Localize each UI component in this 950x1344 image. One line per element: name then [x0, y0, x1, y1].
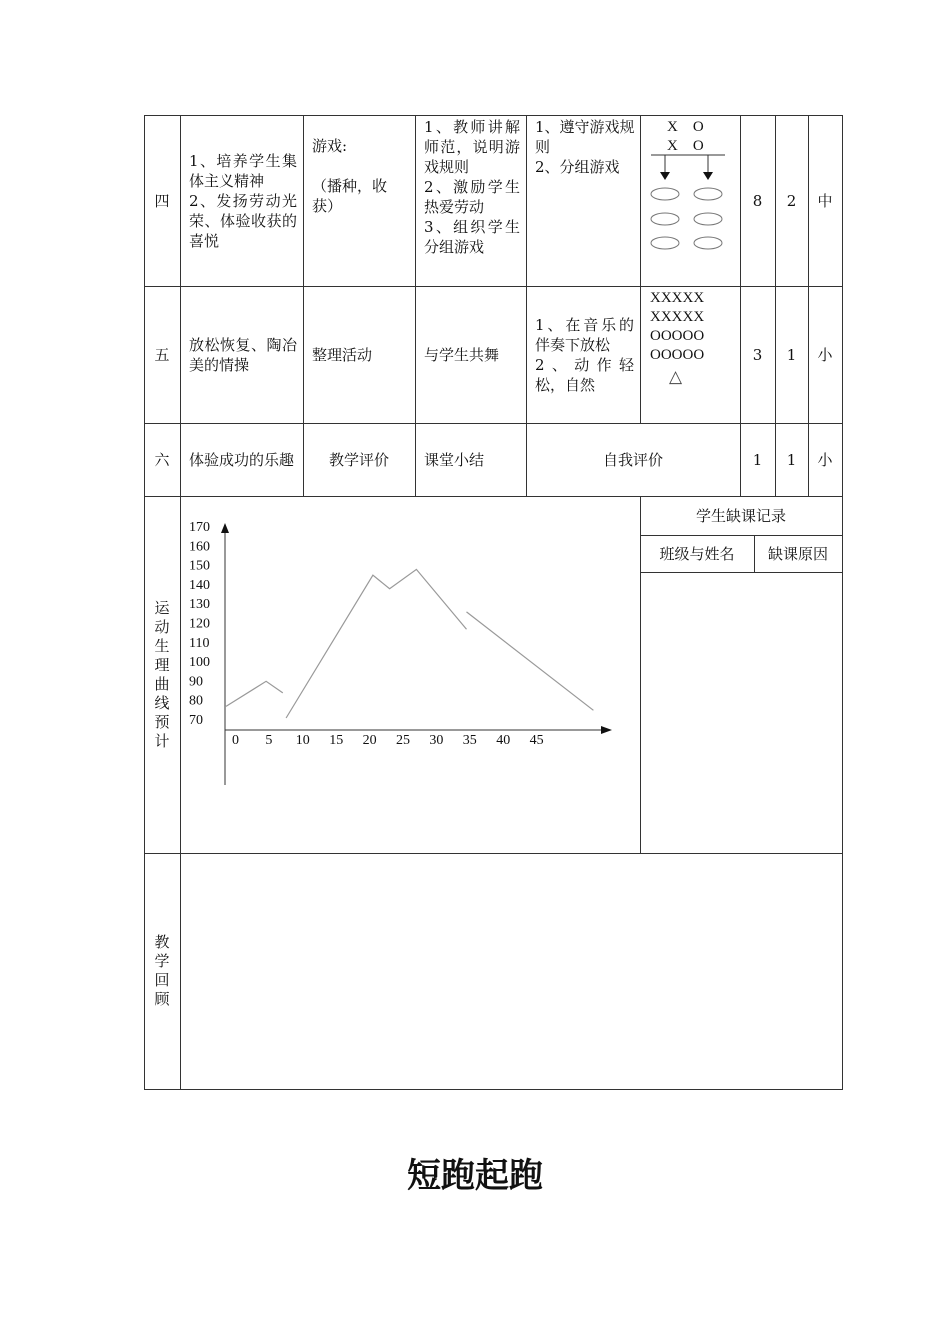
- row-intensity: 中: [817, 191, 833, 210]
- x-tick-label: 20: [362, 733, 377, 748]
- row-goal: 1、培养学生集体主义精神 2、发扬劳动光荣、体验收获的喜悦: [189, 151, 297, 250]
- x-tick-label: 30: [429, 733, 444, 748]
- x-tick-label: 35: [462, 733, 477, 748]
- x-tick-label: 5: [265, 733, 273, 748]
- x-tick-label: 15: [329, 733, 344, 748]
- arrow-down-icon: [703, 172, 713, 180]
- y-tick-label: 120: [189, 616, 210, 632]
- x-tick-label: 40: [496, 733, 511, 748]
- row-times: 1: [752, 450, 763, 469]
- absence-col-reason: 缺课原因: [767, 544, 828, 563]
- y-tick-label: 80: [189, 693, 203, 709]
- row-student-method: 1、遵守游戏规则 2、分组游戏: [535, 118, 635, 176]
- y-tick-label: 150: [189, 558, 210, 574]
- y-axis-arrow-icon: [221, 523, 229, 533]
- row-student-method: 1、在音乐的伴奏下放松 2、动作轻松，自然: [535, 315, 634, 394]
- row-duration: 1: [786, 450, 797, 469]
- y-tick-label: 160: [189, 539, 210, 555]
- row-duration: 1: [786, 345, 797, 364]
- row-teacher-method: 课堂小结: [424, 450, 485, 469]
- row-content: 教学评价: [328, 450, 389, 469]
- teacher-triangle-icon: △: [669, 367, 683, 386]
- formation-line-3: OOOOO: [650, 328, 705, 344]
- x-tick-label: 0: [232, 733, 239, 748]
- heart-rate-chart: [181, 497, 640, 853]
- row-content: 游戏: （播种，收获）: [312, 137, 388, 215]
- formation-shapes: [641, 116, 740, 286]
- row-student-method: 自我评价: [602, 450, 663, 469]
- review-section-label: 教学回顾: [154, 933, 170, 1008]
- absence-record-title: 学生缺课记录: [695, 506, 786, 525]
- row-intensity: 小: [817, 345, 833, 364]
- series-line: [226, 681, 283, 706]
- y-tick-label: 100: [189, 655, 210, 671]
- row-number: 五: [154, 345, 170, 364]
- row-goal: 放松恢复、陶冶美的情操: [189, 335, 297, 374]
- row-times: 8: [752, 191, 763, 210]
- x-tick-label: 10: [295, 733, 310, 748]
- row-teacher-method: 1、教师讲解师范，说明游戏规则 2、激励学生热爱劳动 3、组织学生分组游戏: [424, 118, 520, 256]
- x-axis-arrow-icon: [601, 726, 612, 734]
- formation-row-2: X O: [667, 138, 704, 154]
- formation-row-1: X O: [667, 119, 704, 135]
- x-tick-label: 45: [529, 733, 544, 748]
- row-duration: 2: [786, 191, 797, 210]
- row-goal: 体验成功的乐趣: [189, 450, 295, 469]
- y-tick-label: 90: [189, 674, 203, 690]
- curve-section-label: 运动生理曲线预计: [154, 598, 170, 750]
- y-tick-label: 170: [189, 520, 210, 535]
- row-number: 六: [154, 450, 170, 469]
- series-line: [467, 612, 594, 710]
- y-tick-label: 130: [189, 597, 210, 613]
- absence-col-class-name: 班级与姓名: [659, 544, 735, 563]
- y-tick-label: 70: [189, 713, 203, 728]
- row-times: 3: [752, 345, 763, 364]
- x-tick-label: 25: [396, 733, 410, 748]
- formation-line-1: XXXXX: [650, 290, 705, 306]
- row-number: 四: [154, 191, 170, 210]
- row-intensity: 小: [817, 450, 833, 469]
- y-tick-label: 110: [189, 635, 210, 651]
- y-tick-label: 140: [189, 577, 210, 593]
- page-title: 短跑起跑: [407, 1156, 543, 1196]
- arrow-down-icon: [660, 172, 670, 180]
- formation-diagram: [641, 287, 740, 422]
- series-line: [286, 569, 466, 718]
- formation-line-4: OOOOO: [650, 347, 705, 363]
- formation-diagram: [641, 116, 740, 286]
- row-content: 整理活动: [312, 345, 373, 364]
- formation-line-2: XXXXX: [650, 309, 705, 325]
- row-teacher-method: 与学生共舞: [424, 345, 500, 364]
